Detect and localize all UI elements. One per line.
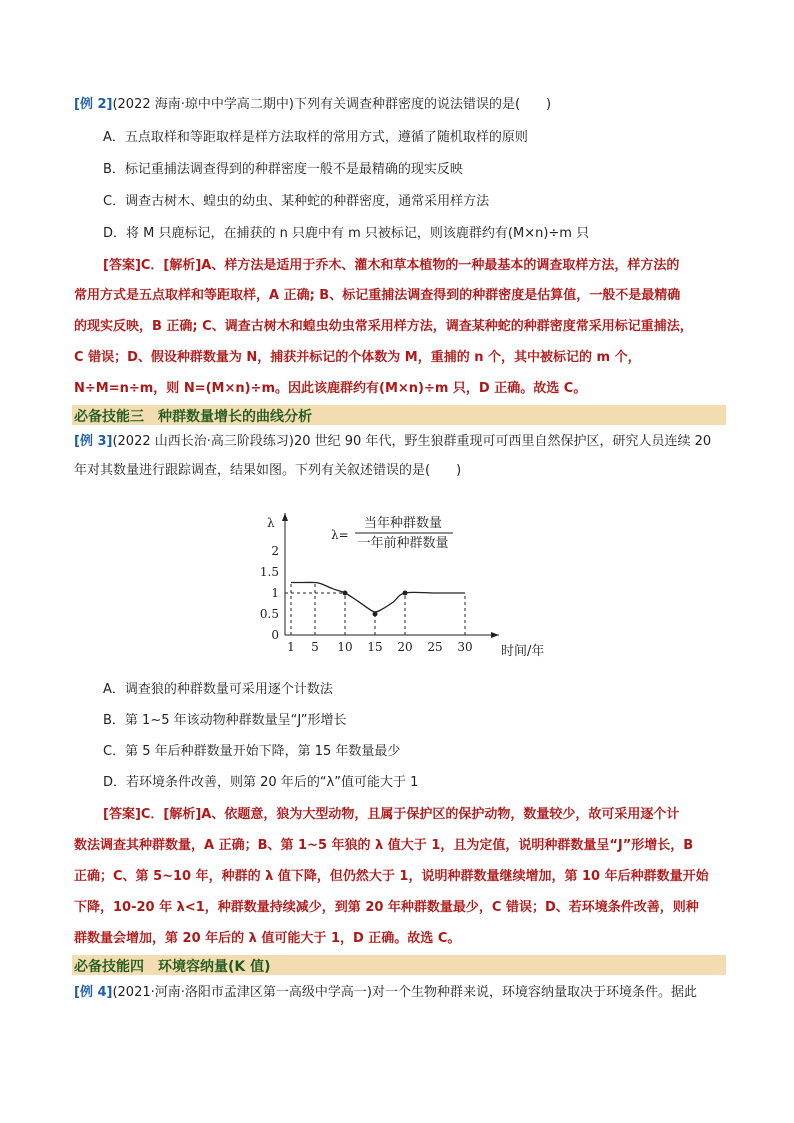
- chart-y-label: λ: [267, 516, 275, 530]
- y-axis-arrow: [282, 513, 288, 521]
- example-2-option-b: B．标记重捕法调查得到的种群密度一般不是最精确的现实反映: [103, 162, 463, 177]
- x-tick-label: 1: [287, 640, 295, 654]
- example-2-question: (2022 海南·琼中中学高二期中)下列有关调查种群密度的说法错误的是( ): [112, 97, 552, 112]
- example-3-answer-line-3: 正确；C、第 5~10 年，种群的 λ 值下降，但仍然大于 1，说明种群数量继续增加，第 10 年后种群数量开始: [74, 869, 709, 884]
- formula-denominator: 一年前种群数量: [357, 536, 449, 551]
- example-2-answer-line-1: [答案]C．[解析]A、样方法是适用于乔木、灌木和草本植物的一种最基本的调查取样方法，样方法的: [103, 258, 680, 273]
- x-tick-label: 30: [457, 640, 473, 654]
- example-2-tag: [例 2]: [74, 97, 113, 112]
- x-tick-label: 25: [427, 640, 443, 654]
- section-4-title: 必备技能四 环境容纳量(K 值): [74, 959, 271, 975]
- lambda-chart: [255, 505, 545, 665]
- example-3-answer-line-1: [答案]C．[解析]A、依题意，狼为大型动物，且属于保护区的保护动物，数量较少，故可采用逐个计: [103, 807, 680, 822]
- example-2-stem: [74, 96, 551, 114]
- example-3-option-d: D．若环境条件改善，则第 20 年后的“λ”值可能大于 1: [103, 775, 419, 790]
- example-4-stem: [74, 984, 697, 1002]
- example-3-answer-line-4: 下降，10-20 年 λ<1，种群数量持续减少，到第 20 年种群数量最少，C 错误；D、若环境条件改善，则种: [74, 900, 699, 915]
- example-3-option-c: C．第 5 年后种群数量开始下降，第 15 年数量最少: [103, 744, 401, 759]
- marked-point: [403, 591, 408, 596]
- example-3-answer-line-2: 数法调查其种群数量，A 正确；B、第 1~5 年狼的 λ 值大于 1，且为定值，说明种群数量呈“J”形增长，B: [74, 838, 694, 853]
- section-4-heading: [72, 955, 726, 975]
- section-3-title: 必备技能三 种群数量增长的曲线分析: [74, 409, 312, 425]
- y-tick-label: 2: [271, 544, 279, 558]
- y-tick-label: 0.5: [259, 607, 279, 621]
- example-2-option-d: D．将 M 只鹿标记，在捕获的 n 只鹿中有 m 只被标记，则该鹿群约有(M×n)÷m 只: [103, 226, 590, 241]
- example-2-answer-line-2: 常用方式是五点取样和等距取样，A 正确; B、标记重捕法调查得到的种群密度是估算值，一般不是最精确: [74, 288, 681, 303]
- x-tick-label: 15: [367, 640, 383, 654]
- chart-x-label: 时间/年: [501, 644, 545, 659]
- lambda-curve: [291, 582, 465, 612]
- formula-numerator: 当年种群数量: [363, 516, 443, 531]
- section-3-heading: [72, 405, 726, 425]
- marked-point: [373, 612, 378, 617]
- example-4-tag: [例 4]: [74, 985, 113, 1000]
- example-2-answer-line-3: 的现实反映，B 正确; C、调查古树木和蝗虫幼虫常采用样方法，调查某种蛇的种群密度常采用标记重捕法，: [74, 319, 693, 334]
- example-3-stem: [74, 433, 711, 451]
- example-3-question-line-1: (2022 山西长治·高三阶段练习)20 世纪 90 年代，野生狼群重现可可西里自然保护区，研究人员连续 20: [112, 434, 712, 449]
- marked-point: [343, 591, 348, 596]
- x-tick-label: 10: [337, 640, 353, 654]
- x-axis-arrow: [491, 632, 499, 638]
- y-tick-label: 1.5: [259, 565, 279, 579]
- y-tick-label: 0: [271, 628, 279, 642]
- example-3-option-a: A．调查狼的种群数量可采用逐个计数法: [103, 682, 333, 697]
- example-2-answer-line-4: C 错误；D、假设种群数量为 N，捕获并标记的个体数为 M，重捕的 n 个，其中被标记的 m 个，: [74, 350, 641, 365]
- formula-lhs: λ=: [331, 528, 349, 542]
- example-2-option-c: C．调查古树木、蝗虫的幼虫、某种蛇的种群密度，通常采用样方法: [103, 194, 490, 209]
- x-tick-label: 5: [311, 640, 319, 654]
- x-tick-label: 20: [397, 640, 413, 654]
- example-3-tag: [例 3]: [74, 434, 113, 449]
- example-3-option-b: B．第 1~5 年该动物种群数量呈“J”形增长: [103, 713, 347, 728]
- y-tick-label: 1: [271, 586, 279, 600]
- example-3-answer-line-5: 群数量会增加，第 20 年后的 λ 值可能大于 1，D 正确。故选 C。: [74, 931, 461, 946]
- example-3-question-line-2: 年对其数量进行跟踪调查，结果如图。下列有关叙述错误的是( ): [74, 463, 462, 478]
- example-2-option-a: A．五点取样和等距取样是样方法取样的常用方式，遵循了随机取样的原则: [103, 130, 528, 145]
- example-2-answer-line-5: N÷M=n÷m，则 N=(M×n)÷m。因此该鹿群约有(M×n)÷m 只，D 正确。故选 C。: [74, 381, 587, 396]
- example-4-question: (2021·河南·洛阳市孟津区第一高级中学高一)对一个生物种群来说，环境容纳量取决于环境条件。据此: [112, 985, 697, 1000]
